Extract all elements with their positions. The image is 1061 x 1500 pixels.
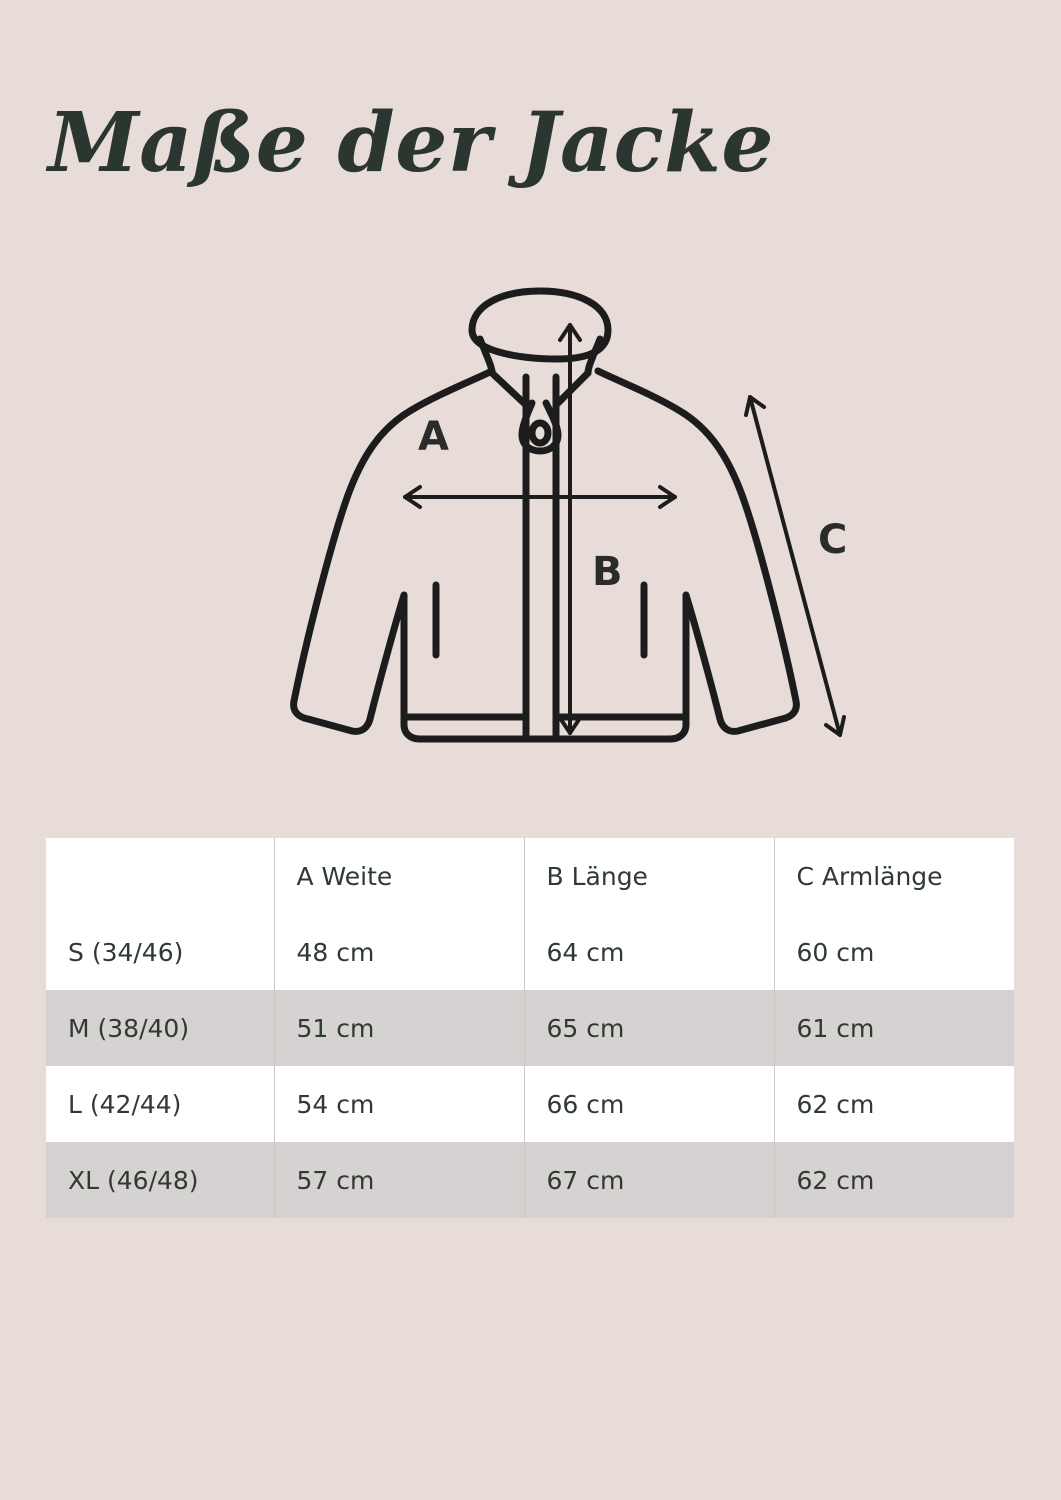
- table-row: [46, 914, 1014, 990]
- label-b: B: [592, 549, 623, 595]
- cell-c: 62 cm: [796, 1089, 875, 1119]
- table-row: [46, 990, 1014, 1066]
- cell-size: M (38/40): [46, 990, 274, 1066]
- table-row: [46, 1142, 1014, 1218]
- cell-a: 48 cm: [274, 914, 524, 990]
- cell-b: 67 cm: [524, 1142, 774, 1218]
- header-b-laenge: B Länge: [524, 838, 774, 914]
- header-c-armlaenge: C Armlänge: [796, 861, 943, 891]
- label-c: C: [818, 517, 848, 563]
- cell-a: 54 cm: [274, 1066, 524, 1142]
- jacket-diagram: [240, 255, 880, 795]
- cell-a: 51 cm: [274, 990, 524, 1066]
- cell-c: 62 cm: [796, 1165, 875, 1195]
- cell-b: 66 cm: [524, 1066, 774, 1142]
- cell-a: 57 cm: [274, 1142, 524, 1218]
- header-size: [46, 838, 274, 914]
- cell-size: S (34/46): [46, 914, 274, 990]
- page-title: Maße der Jacke: [48, 95, 775, 191]
- label-a: A: [418, 414, 449, 460]
- header-a-weite: A Weite: [274, 838, 524, 914]
- size-table: [46, 838, 1014, 1218]
- cell-b: 64 cm: [524, 914, 774, 990]
- table-row: [46, 1066, 1014, 1142]
- cell-size: XL (46/48): [46, 1142, 274, 1218]
- table-header-row: [46, 838, 1014, 914]
- cell-c: 61 cm: [796, 1013, 875, 1043]
- cell-c: 60 cm: [796, 937, 875, 967]
- cell-b: 65 cm: [524, 990, 774, 1066]
- cell-size: L (42/44): [46, 1066, 274, 1142]
